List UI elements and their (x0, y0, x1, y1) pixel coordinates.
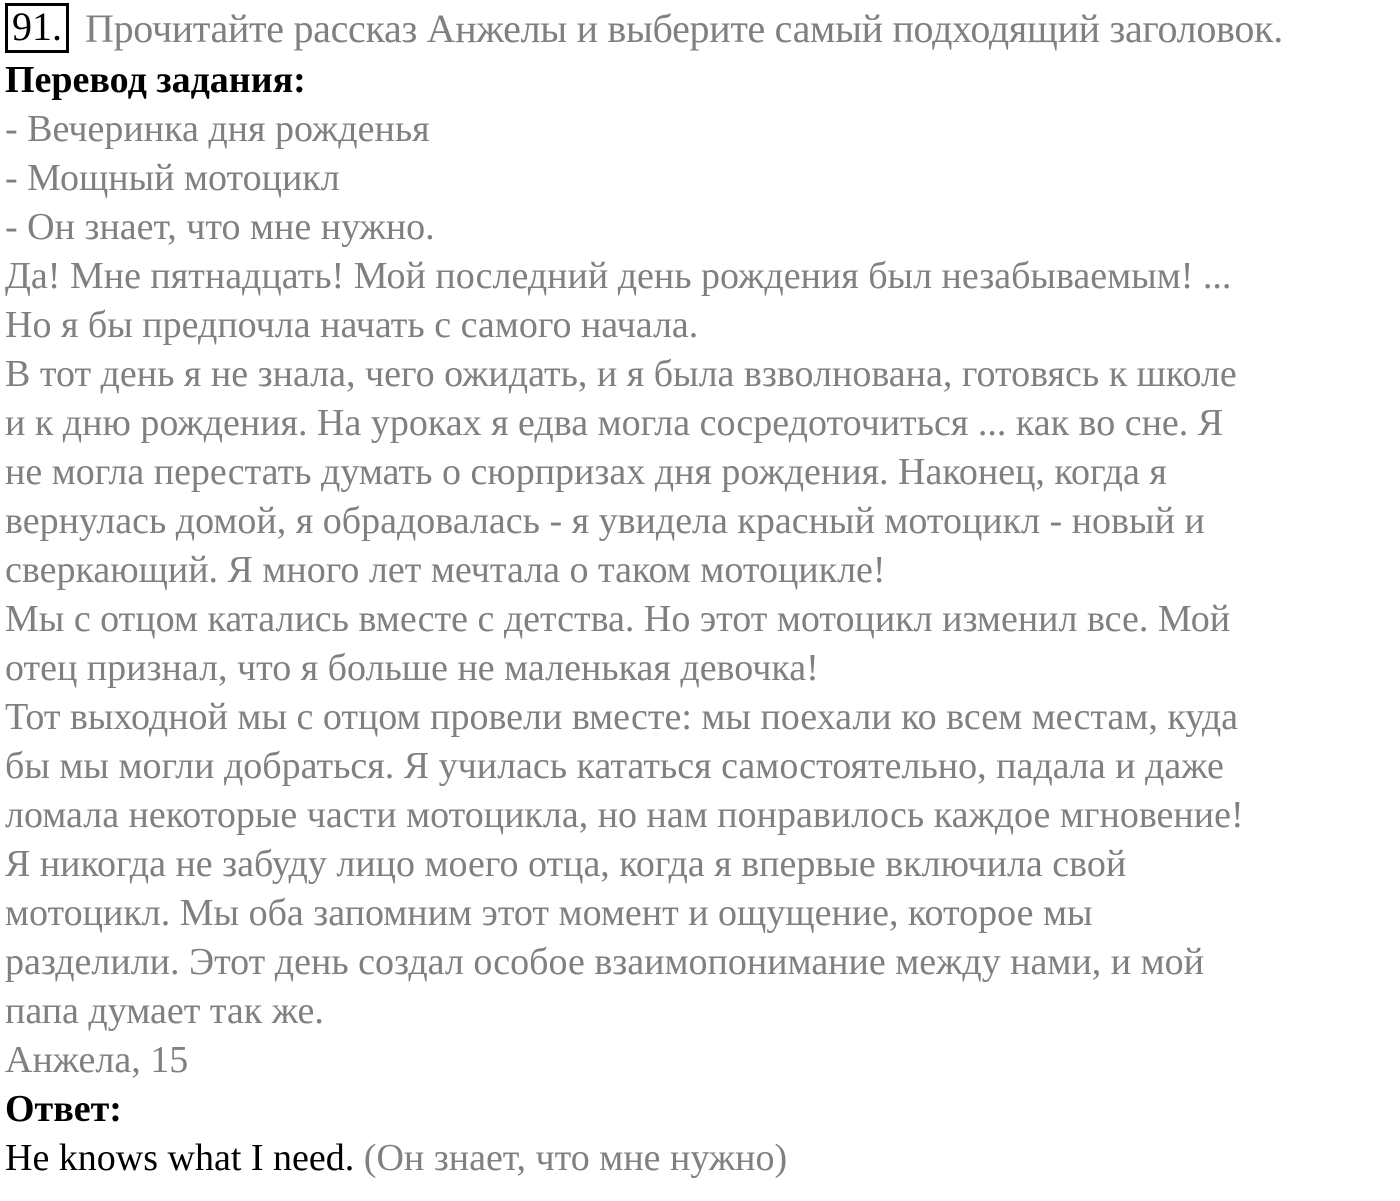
answer-russian: (Он знает, что мне нужно) (354, 1137, 788, 1179)
answer-heading: Ответ: (5, 1088, 122, 1130)
story-line: бы мы могли добраться. Я училась кататься самостоятельно, падала и даже (5, 745, 1224, 787)
translation-option-1: - Вечеринка дня рожденья (5, 108, 430, 150)
story-line: сверкающий. Я много лет мечтала о таком мотоцикле! (5, 549, 886, 591)
story-line: В тот день я не знала, чего ожидать, и я была взволнована, готовясь к школе (5, 353, 1237, 395)
story-line: мотоцикл. Мы оба запомним этот момент и ощущение, которое мы (5, 892, 1093, 934)
translation-heading: Перевод задания: (5, 59, 306, 101)
story-signature: Анжела, 15 (5, 1039, 189, 1081)
story-line: вернулась домой, я обрадовалась - я увидела красный мотоцикл - новый и (5, 500, 1205, 542)
story-line: Но я бы предпочла начать с самого начала. (5, 304, 699, 346)
story-line: и к дню рождения. На уроках я едва могла сосредоточиться ... как во сне. Я (5, 402, 1224, 444)
story-line: Тот выходной мы с отцом провели вместе: мы поехали ко всем местам, куда (5, 696, 1239, 738)
translation-option-3: - Он знает, что мне нужно. (5, 206, 435, 248)
task-header (5, 0, 1397, 56)
exercise-page (5, 0, 1397, 1183)
story-line: отец признал, что я больше не маленькая девочка! (5, 647, 819, 689)
story-line: Я никогда не забуду лицо моего отца, когда я впервые включила свой (5, 843, 1127, 885)
task-instruction: Прочитайте рассказ Анжелы и выберите самый подходящий заголовок. (85, 5, 1283, 51)
answer-line (5, 1134, 1397, 1183)
answer-english: He knows what I need. (5, 1137, 355, 1179)
task-number-box: 91. (5, 3, 69, 53)
story-line: папа думает так же. (5, 990, 324, 1032)
story-line: ломала некоторые части мотоцикла, но нам понравилось каждое мгновение! (5, 794, 1244, 836)
story-text (5, 252, 1397, 1036)
translation-option-2: - Мощный мотоцикл (5, 157, 340, 199)
story-line: разделили. Этот день создал особое взаимопонимание между нами, и мой (5, 941, 1205, 983)
story-line: не могла перестать думать о сюрпризах дня рождения. Наконец, когда я (5, 451, 1167, 493)
story-line: Мы с отцом катались вместе с детства. Но этот мотоцикл изменил все. Мой (5, 598, 1231, 640)
story-line: Да! Мне пятнадцать! Мой последний день рождения был незабываемым! ... (5, 255, 1232, 297)
